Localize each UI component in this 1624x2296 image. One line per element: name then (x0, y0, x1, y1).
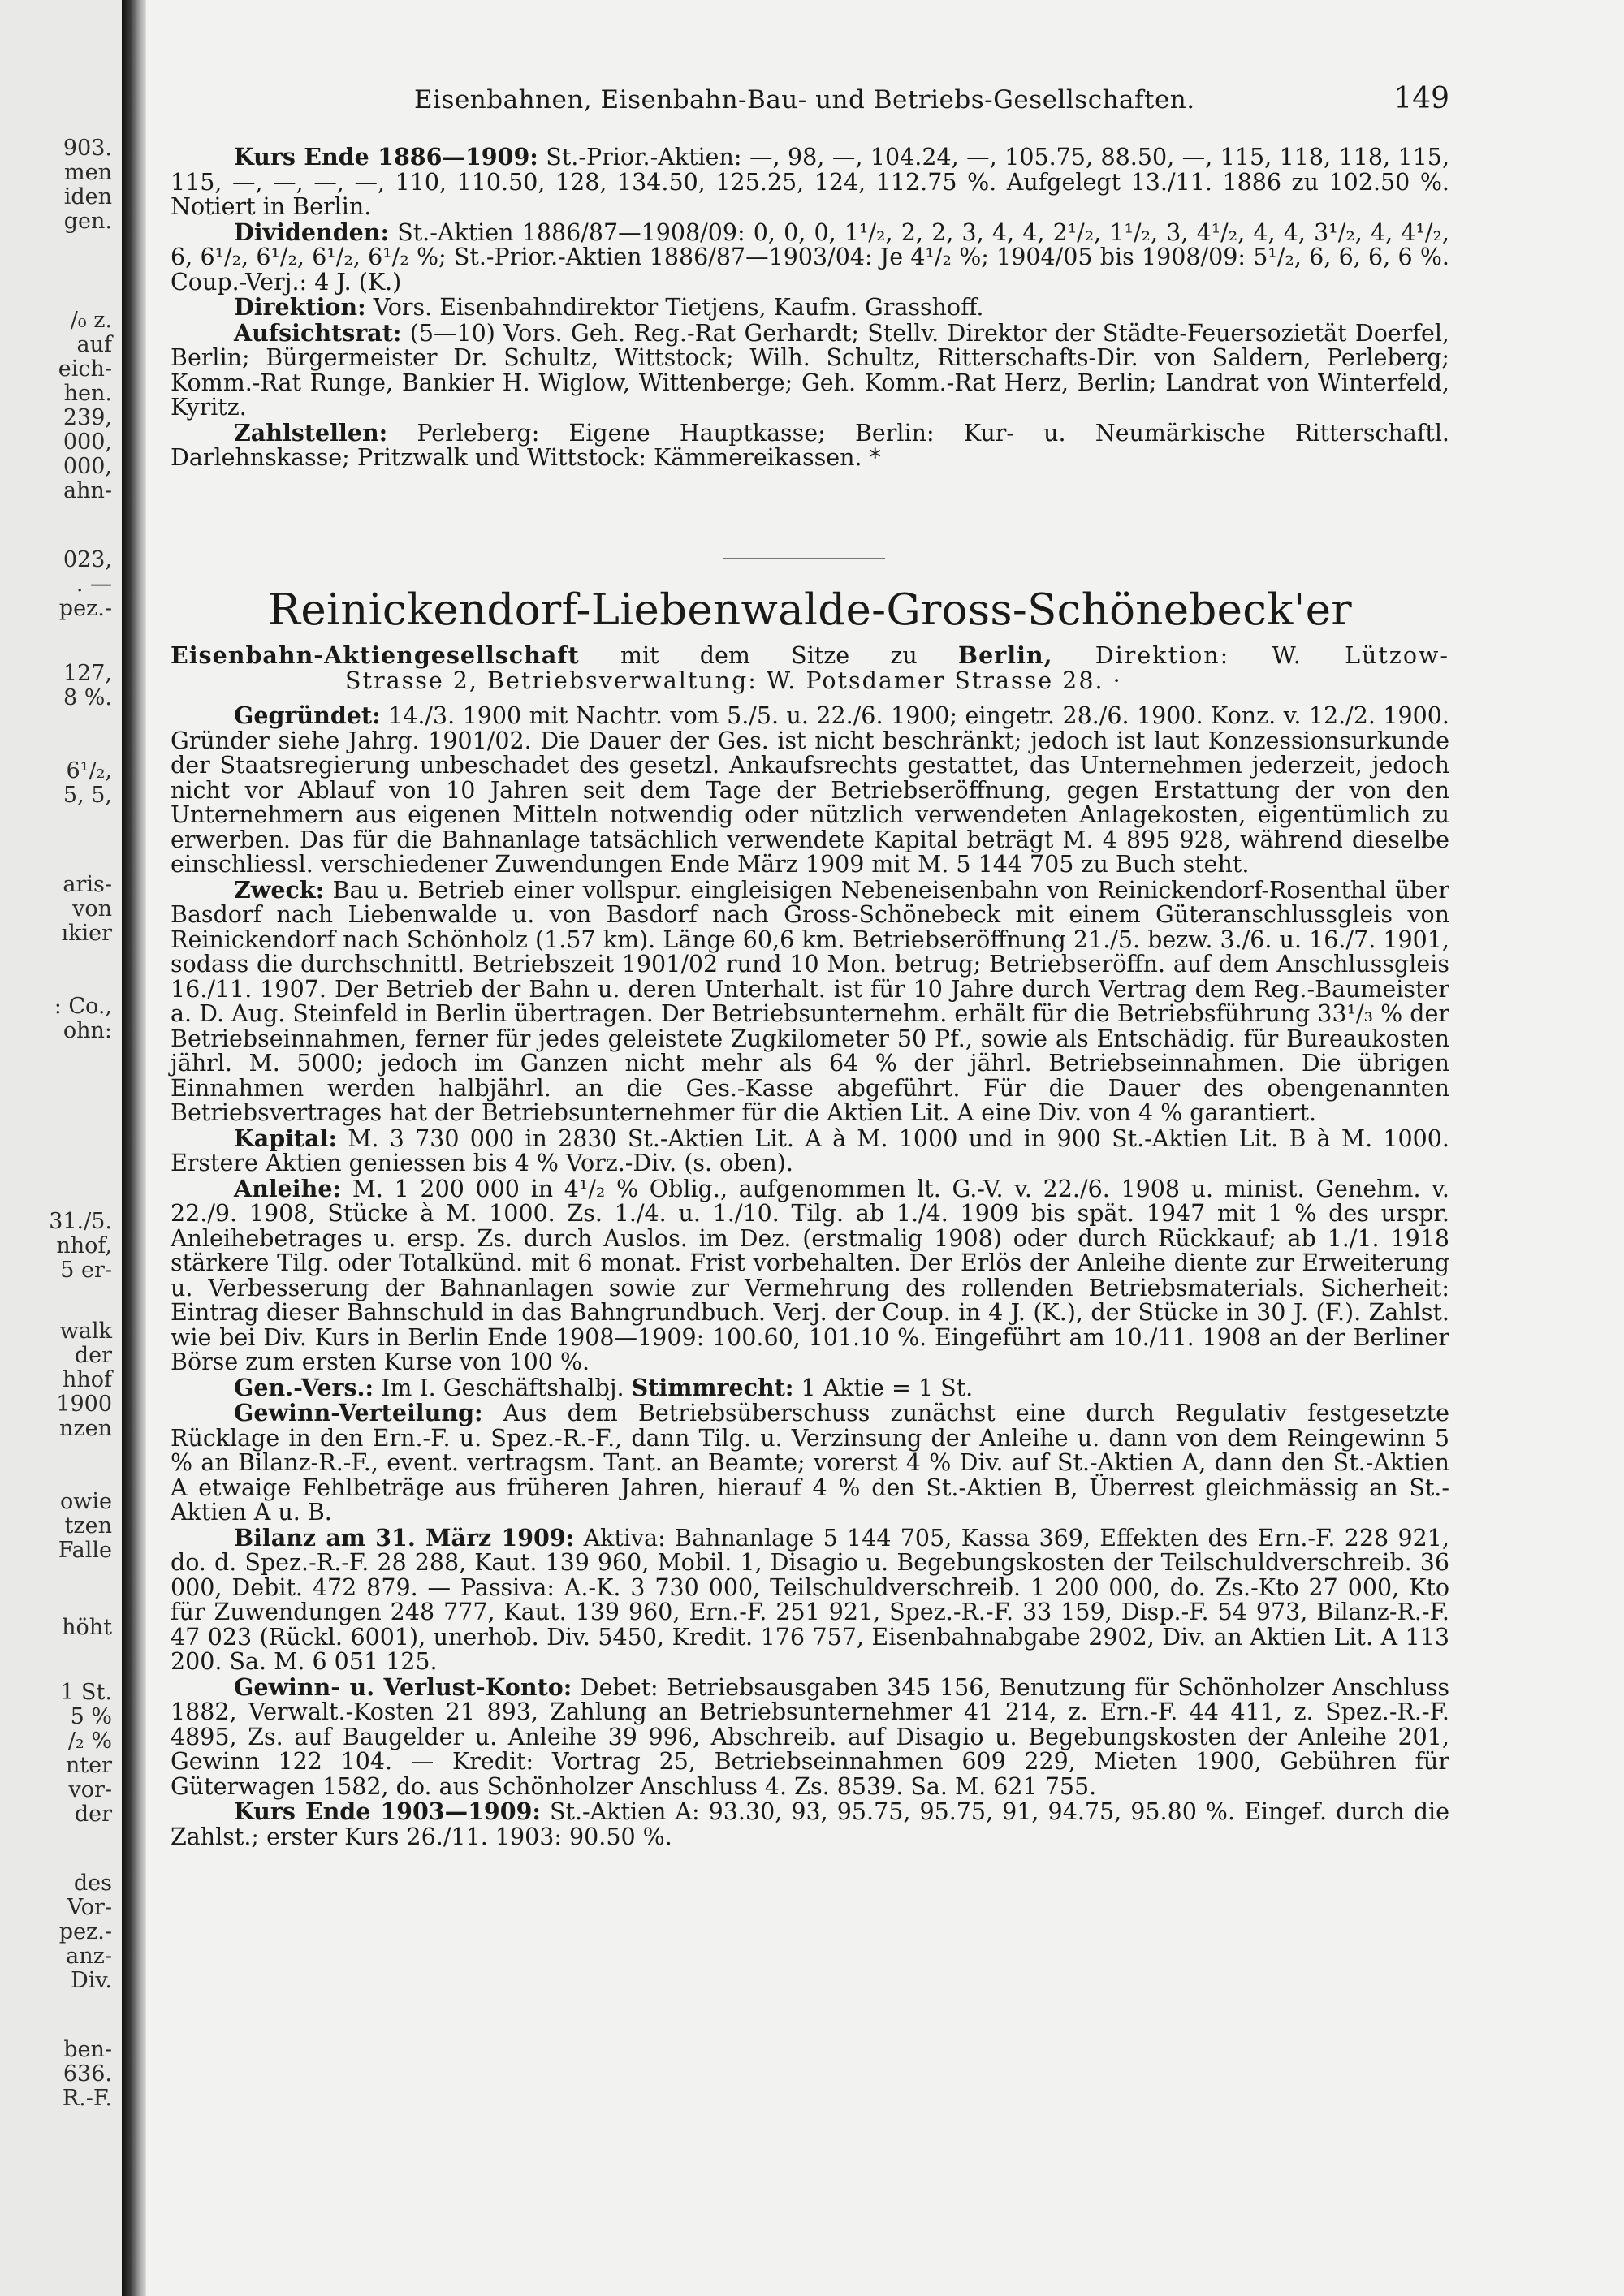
prev_entry-paragraph (171, 220, 1449, 296)
adjacent-page-fragment: von (72, 896, 112, 921)
paragraph-label: Kurs Ende 1903—1909: (234, 1798, 541, 1825)
entry-paragraph (171, 1672, 1450, 1800)
adjacent-page-fragment: 127, (63, 661, 112, 686)
adjacent-page-fragment: gen. (63, 209, 112, 234)
adjacent-page-fragment: ahn- (63, 478, 112, 503)
adjacent-page-fragment: 5 er- (60, 1258, 112, 1283)
entry-paragraph (171, 1799, 1449, 1849)
paragraph-text: (5—10) Vors. Geh. Reg.-Rat Gerhardt; Stellv. Direktor der Städte-Feuersozietät Doerfel, Berlin; Bürgermeister Dr. Schultz, Wittstock; Wilh. Schultz, Ritterschafts-Dir. von Saldern, Perleberg; Komm.-Rat Runge, Bankier H. Wiglow, Wittenberge; Geh. Komm.-Rat Herz, Berlin; Landrat von Winterfeld, Kyritz. (171, 319, 1449, 421)
adjacent-page-fragment: auf (76, 332, 112, 357)
adjacent-page-fragment: R.-F. (62, 2086, 112, 2111)
company-type: Eisenbahn-Aktiengesellschaft (171, 641, 580, 669)
adjacent-page-fragment: eich- (58, 356, 112, 382)
adjacent-page-fragment: Falle (58, 1538, 112, 1563)
adjacent-page-fragment: men (64, 160, 112, 185)
paragraph-text: St.-Aktien A: 93.30, 93, 95.75, 95.75, 91, 94.75, 95.80 %. Eingef. durch die Zahlst.; erster Kurs 26./11. 1903: 90.50 %. (171, 1798, 1449, 1850)
paragraph-text: M. 1 200 000 in 4¹/₂ % Oblig., aufgenommen lt. G.-V. v. 22./6. 1908 u. minist. Genehm. v. 22./9. 1908, Stücke à M. 1000. Zs. 1./4. u. 1./10. Tilg. ab 1./4. 1909 bis spät. 1947 mit 1 % des urspr. Anleihebetrages u. ersp. Zs. durch Auslos. im Dez. (erstmalig 1908) oder durch Rückkauf; ab 1./1. 1918 stärkere Tilg. oder Totalkünd. mit 6 monat. Frist vorbehalten. Der Erlös der Anleihe diente zur Erweiterung u. Verbesserung der Bahnanlagen sowie zur Vermehrung des rollenden Betriebsmaterials. Sicherheit: Eintrag dieser Bahnschuld in das Bahngrundbuch. Verj. der Coup. in 4 J. (K.), der Stücke in 30 J. (F.). Zahlst. wie bei Div. Kurs in Berlin Ende 1908—1909: 100.60, 101.10 %. Eingeführt am 10./11. 1908 an der Berliner Börse zum ersten Kurse von 100 %. (171, 1175, 1449, 1375)
paragraph-label: Kapital: (234, 1124, 337, 1152)
paragraph-label: Kurs Ende 1886—1909: (234, 143, 538, 170)
adjacent-page-fragment: pez.- (58, 1919, 112, 1944)
paragraph-text: M. 3 730 000 in 2830 St.-Aktien Lit. A à M. 1000 und in 900 St.-Aktien Lit. B à M. 1000. Erstere Aktien geniessen bis 4 % Vorz.-Div. (s. oben). (171, 1124, 1449, 1176)
paragraph-label: Gewinn-Verteilung: (234, 1399, 483, 1426)
prev_entry-paragraph (171, 145, 1449, 220)
paragraph-label: Gegründet: (234, 701, 381, 729)
adjacent-page-fragment: 1 St. (60, 1680, 112, 1705)
adjacent-page-fragment: iden (63, 184, 112, 209)
paragraph-text: Perleberg: Eigene Hauptkasse; Berlin: Kur- u. Neumärkische Ritterschaftl. Darlehnskasse; Pritzwalk und Wittstock: Kämmereikassen. * (171, 419, 1449, 471)
adjacent-page-fragment: 31./5. (49, 1209, 112, 1234)
adjacent-page-strip (0, 0, 122, 2296)
adjacent-page-fragment: 5 % (70, 1704, 112, 1729)
prev_entry-paragraph (171, 318, 1449, 421)
paragraph-text: Debet: Betriebsausgaben 345 156, Benutzung für Schönholzer Anschluss 1882, Verwalt.-Kosten 21 893, Zahlung an Betriebsunternehmer 41 214, z. Ern.-F. 44 411, z. Spez.-R.-F. 4895, Zs. auf Baugelder u. Anleihe 39 996, Abschreib. auf Disagio u. Begebungskosten der Anleihe 201, Gewinn 122 104. — Kredit: Vortrag 25, Betriebseinnahmen 609 229, Mieten 1900, Gebühren für Güterwagen 1582, do. aus Schönholzer Anschluss 4. Zs. 8539. Sa. M. 621 755. (171, 1673, 1450, 1800)
paragraph-label: Stimmrecht: (631, 1373, 794, 1401)
adjacent-page-fragment: 023, (63, 547, 112, 572)
adjacent-page-fragment: pez.- (58, 596, 112, 621)
company-city: Berlin, (958, 641, 1053, 669)
adjacent-page-fragment: ıkier (61, 921, 112, 946)
adjacent-page-fragment: höht (62, 1615, 112, 1640)
running-head (171, 82, 1449, 118)
document-page (171, 0, 1449, 2296)
previous-entry (171, 145, 1449, 471)
adjacent-page-fragment: tzen (64, 1513, 112, 1539)
adjacent-page-fragment: ohn: (63, 1018, 112, 1043)
adjacent-page-fragment: Div. (71, 1968, 112, 1993)
adjacent-page-fragment: 903. (63, 136, 112, 161)
running-head-title: Eisenbahnen, Eisenbahn-Bau- und Betriebs-Gesellschaften. (414, 85, 1195, 114)
adjacent-page-fragment: . — (76, 572, 112, 597)
adjacent-page-fragment: der (74, 1343, 112, 1368)
adjacent-page-fragment: 6¹/₂, (66, 758, 112, 783)
adjacent-page-fragment: anz- (66, 1944, 112, 1969)
paragraph-text: 1 Aktie = 1 St. (793, 1374, 974, 1401)
book-gutter (122, 0, 146, 2296)
adjacent-page-fragment: owie (60, 1489, 112, 1514)
adjacent-page-fragment: 8 %. (63, 685, 112, 710)
adjacent-page-fragment: 636. (63, 2061, 112, 2087)
entry-paragraph (171, 703, 1449, 878)
prev_entry-paragraph (171, 418, 1449, 471)
entry-paragraph (171, 1375, 1449, 1401)
paragraph-text: Vors. Eisenbahndirektor Tietjens, Kaufm. Grasshoff. (365, 294, 984, 321)
company-direction: Direktion: W. Lützow- (1052, 642, 1449, 669)
paragraph-text: St.-Aktien 1886/87—1908/09: 0, 0, 0, 1¹/₂, 2, 2, 3, 4, 4, 2¹/₂, 1¹/₂, 3, 4¹/₂, 4, 4, 3¹/₂, 4, 4¹/₂, 6, 6¹/₂, 6¹/₂, 6¹/₂, 6¹/₂ %; St.-Prior.-Aktien 1886/87—1903/04: Je 4¹/₂ %; 1904/05 bis 1908/09: 5¹/₂, 6, 6, 6, 6 %. Coup.-Verj.: 4 J. (K.) (171, 218, 1449, 296)
adjacent-page-fragment: nhof, (56, 1233, 112, 1258)
paragraph-label: Direktion: (234, 293, 366, 321)
adjacent-page-fragment: /₂ % (67, 1728, 112, 1754)
paragraph-label: Zweck: (234, 875, 325, 904)
paragraph-text: 14./3. 1900 mit Nachtr. vom 5./5. u. 22./6. 1900; eingetr. 28./6. 1900. Konz. v. 12./2. 1900. Gründer siehe Jahrg. 1901/02. Die Dauer der Ges. ist nicht beschränkt; jedoch ist laut Konzessionsurkunde der Staatsregierung unbeschadet des gesetzl. Ankaufsrechts gestattet, das Unternehmen jederzeit, jedoch nicht vor Ablauf von 10 Jahren seit dem Tage der Betriebseröffnung, gegen Erstattung der von den Unternehmern aus eigenen Mitteln notwendig oder nützlich verwendeten Anlagekosten, eigentümlich zu erwerben. Das für die Bahnanlage tatsächlich verwendete Kapital beträgt M. 4 895 928, während dieselbe einschliessl. verschiedener Zuwendungen Ende März 1909 mit M. 5 144 705 zu Buch steht. (171, 702, 1449, 878)
company-subtitle (171, 643, 1449, 693)
page-number: 149 (1393, 82, 1449, 115)
adjacent-page-fragment: nter (65, 1753, 112, 1778)
entry-paragraph (171, 1400, 1449, 1526)
adjacent-page-fragment: der (74, 1802, 112, 1827)
paragraph-label: Gen.-Vers.: (234, 1373, 374, 1401)
adjacent-page-fragment: aris- (63, 872, 112, 897)
entry-paragraph (171, 1523, 1449, 1675)
adjacent-page-fragment: hhof (62, 1367, 112, 1392)
paragraph-text: Aktiva: Bahnanlage 5 144 705, Kassa 369, Effekten des Ern.-F. 228 921, do. d. Spez.-R.-F. 28 288, Kaut. 139 960, Mobil. 1, Disagio u. Begebungskosten der Teilschuldverschreib. 36 000, Debit. 472 879. — Passiva: A.-K. 3 730 000, Teilschuldverschreib. 1 200 000, do. Zs.-Kto 27 000, Kto für Zuwendungen 248 777, Kaut. 139 960, Ern.-F. 251 921, Spez.-R.-F. 33 159, Disp.-F. 54 973, Bilanz-R.-F. 47 023 (Rückl. 6001), unerhob. Div. 5450, Kredit. 176 757, Eisenbahnabgabe 2902, Div. an Aktien Lit. A 113 200. Sa. M. 6 051 125. (171, 1524, 1449, 1675)
adjacent-page-fragment: vor- (68, 1777, 112, 1802)
paragraph-label: Anleihe: (234, 1174, 341, 1202)
adjacent-page-fragment: ben- (63, 2037, 112, 2062)
adjacent-page-fragment: 1900 (56, 1392, 112, 1417)
prev_entry-paragraph (171, 295, 1449, 321)
adjacent-page-fragment: hen. (63, 381, 112, 406)
company-entry (171, 703, 1449, 1849)
paragraph-label: Zahlstellen: (234, 418, 388, 447)
adjacent-page-fragment: /₀ z. (70, 308, 112, 333)
adjacent-page-fragment: nzen (59, 1416, 112, 1441)
adjacent-page-fragment: : Co., (54, 994, 112, 1019)
company-seat-text: mit dem Sitze zu (579, 642, 959, 669)
paragraph-label: Gewinn- u. Verlust-Konto: (234, 1672, 572, 1701)
entry-divider (723, 558, 885, 559)
entry-paragraph (171, 1126, 1449, 1176)
adjacent-page-fragment: walk (59, 1318, 112, 1344)
paragraph-text: Bau u. Betrieb einer vollspur. eingleisigen Nebeneisenbahn von Reinickendorf-Rosenthal über Basdorf nach Liebenwalde u. von Basdorf nach Gross-Schönebeck mit einem Güteranschlussgleis von Reinickendorf nach Schönholz (1.57 km). Länge 60,6 km. Betriebseröffnung 21./5. bezw. 3./6. u. 16./7. 1901, sodass die durchschnittl. Betriebszeit 1901/02 rund 10 Mon. betrug; Betriebseröffn. auf dem Anschlussgleis 16./11. 1907. Der Betrieb der Bahn u. deren Unterhalt. ist für 10 Jahre durch Vertrag dem Reg.-Baumeister a. D. Aug. Steinfeld in Berlin übertragen. Der Betriebsunternehm. erhält für die Betriebsführung 33¹/₃ % der Betriebseinnahmen, ferner für jedes geleistete Zugkilometer 50 Pf., sowie als Entschädig. für Bureaukosten jährl. M. 5000; jedoch im Ganzen nicht mehr als 64 % der jährl. Betriebseinnahmen. Die übrigen Einnahmen werden halbjährl. an die Ges.-Kasse abgeführt. Für die Dauer des obengenannten Betriebsvertrages hat der Betriebsunternehmer für die Aktien Lit. A eine Div. von 4 % garantiert. (171, 876, 1449, 1126)
paragraph-label: Bilanz am 31. März 1909: (234, 1523, 575, 1552)
adjacent-page-fragment: 000, (63, 454, 112, 479)
adjacent-page-fragment: 000, (63, 429, 112, 455)
adjacent-page-fragment: des (73, 1871, 112, 1896)
company-address: Strasse 2, Betriebsverwaltung: W. Potsdamer Strasse 28. · (345, 667, 1122, 694)
adjacent-page-fragment: Vor- (67, 1895, 112, 1920)
paragraph-text: St.-Prior.-Aktien: —, 98, —, 104.24, —, 105.75, 88.50, —, 115, 118, 118, 115, 115, —, —, —, —, 110, 110.50, 128, 134.50, 125.25, 124, 112.75 %. Aufgelegt 13./11. 1886 zu 102.50 %. Notiert in Berlin. (171, 144, 1449, 220)
paragraph-text: Aus dem Betriebsüberschuss zunächst eine durch Regulativ festgesetzte Rücklage in den Ern.-F. u. Spez.-R.-F., dann Tilg. u. Verzinsung der Anleihe u. dann von dem Reingewinn 5 % an Bilanz-R.-F., event. vertragsm. Tant. an Beamte; vorerst 4 % Div. auf St.-Aktien A, dann den St.-Aktien A etwaige Fehlbeträge aus früheren Jahren, hierauf 4 % den St.-Aktien B, Überrest gleichmässig an St.-Aktien A u. B. (171, 1400, 1449, 1526)
paragraph-label: Dividenden: (234, 218, 390, 246)
entry-paragraph (171, 875, 1449, 1126)
entry-paragraph (171, 1176, 1449, 1375)
paragraph-text: Im I. Geschäftshalbj. (374, 1374, 632, 1401)
adjacent-page-fragment: 5, 5, (63, 783, 112, 808)
paragraph-label: Aufsichtsrat: (234, 318, 402, 347)
company-name: Reinickendorf-Liebenwalde-Gross-Schönebeck'er (268, 585, 1352, 635)
adjacent-page-fragment: 239, (63, 405, 112, 430)
